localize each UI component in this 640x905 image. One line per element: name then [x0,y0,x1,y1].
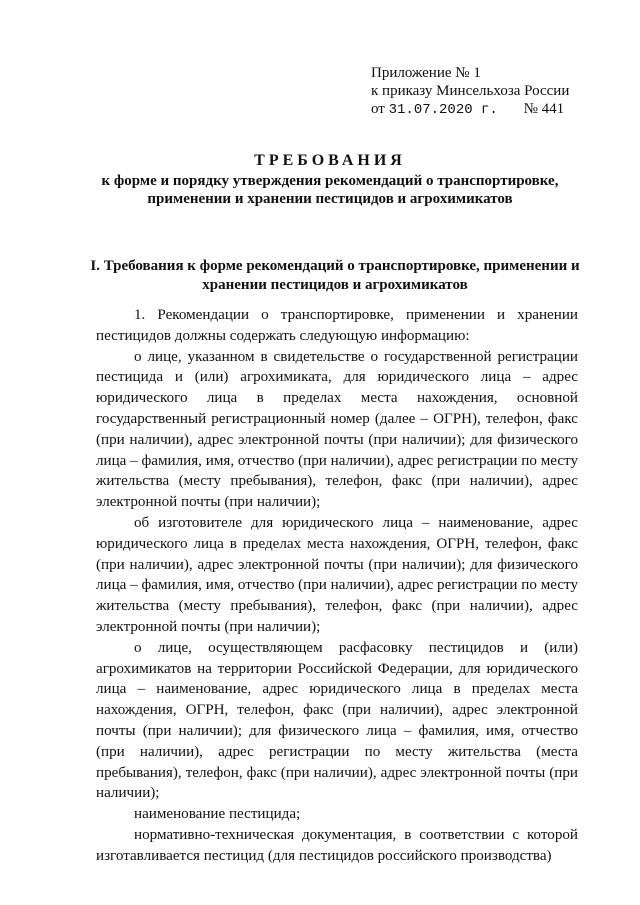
document-body [96,305,578,867]
annex-order-ref: к приказу Минсельхоза России [371,83,570,99]
paragraph: о лице, указанном в свидетельстве о государственной регистрации пестицида и (или) агрохимиката, для юридического лица – адрес юридического лица в пределах места нахождения, основной государственный регистрационный номер (далее – ОГРН), телефон, факс (при наличии), адрес электронной почты (при наличии); для физического лица – фамилия, имя, отчество (при наличии), адрес регистрации по месту жительства (месту пребывания), телефон, факс (при наличии), адрес электронной почты (при наличии); [96,348,578,511]
paragraph: нормативно-техническая документация, в соответствии с которой изготавливается пестицид (для пестицидов российского производства) [96,826,578,864]
paragraph: 1. Рекомендации о транспортировке, применении и хранении пестицидов должны содержать следующую информацию: [96,307,578,344]
annex-block [371,64,621,119]
annex-label: Приложение № 1 [371,65,481,81]
document-heading [80,152,580,209]
document-title: ТРЕБОВАНИЯ [254,152,406,169]
paragraph: об изготовителе для юридического лица – наименование, адрес юридического лица в пределах места нахождения, ОГРН, телефон, факс (при наличии), адрес электронной почты (при наличии); для физического лица – фамилия, имя, отчество (при наличии), адрес регистрации по месту жительства (месту пребывания), телефон, факс (при наличии), адрес электронной почты (при наличии); [96,514,578,635]
document-subtitle: к форме и порядку утверждения рекомендаций о транспортировке, применении и хранении пестицидов и агрохимикатов [101,172,559,207]
section-title: I. Требования к форме рекомендаций о транспортировке, применении и хранении пестицидов и агрохимикатов [90,258,580,293]
date-prefix: от [371,101,385,117]
paragraph: о лице, осуществляющем расфасовку пестицидов и (или) агрохимикатов на территории Российской Федерации, для юридического лица – наименование, адрес юридического лица в пределах места нахождения, ОГРН, телефон, факс (при наличии), адрес электронной почты (при наличии); для физического лица – фамилия, имя, отчество (при наличии), адрес регистрации по месту жительства (места пребывания), телефон, факс (при наличии), адрес электронной почты (при наличии); [96,639,578,802]
paragraph: наименование пестицида; [134,806,301,823]
order-number: № 441 [523,101,565,117]
order-date: 31.07.2020 г. [388,102,498,118]
annex-date-line [371,100,621,119]
